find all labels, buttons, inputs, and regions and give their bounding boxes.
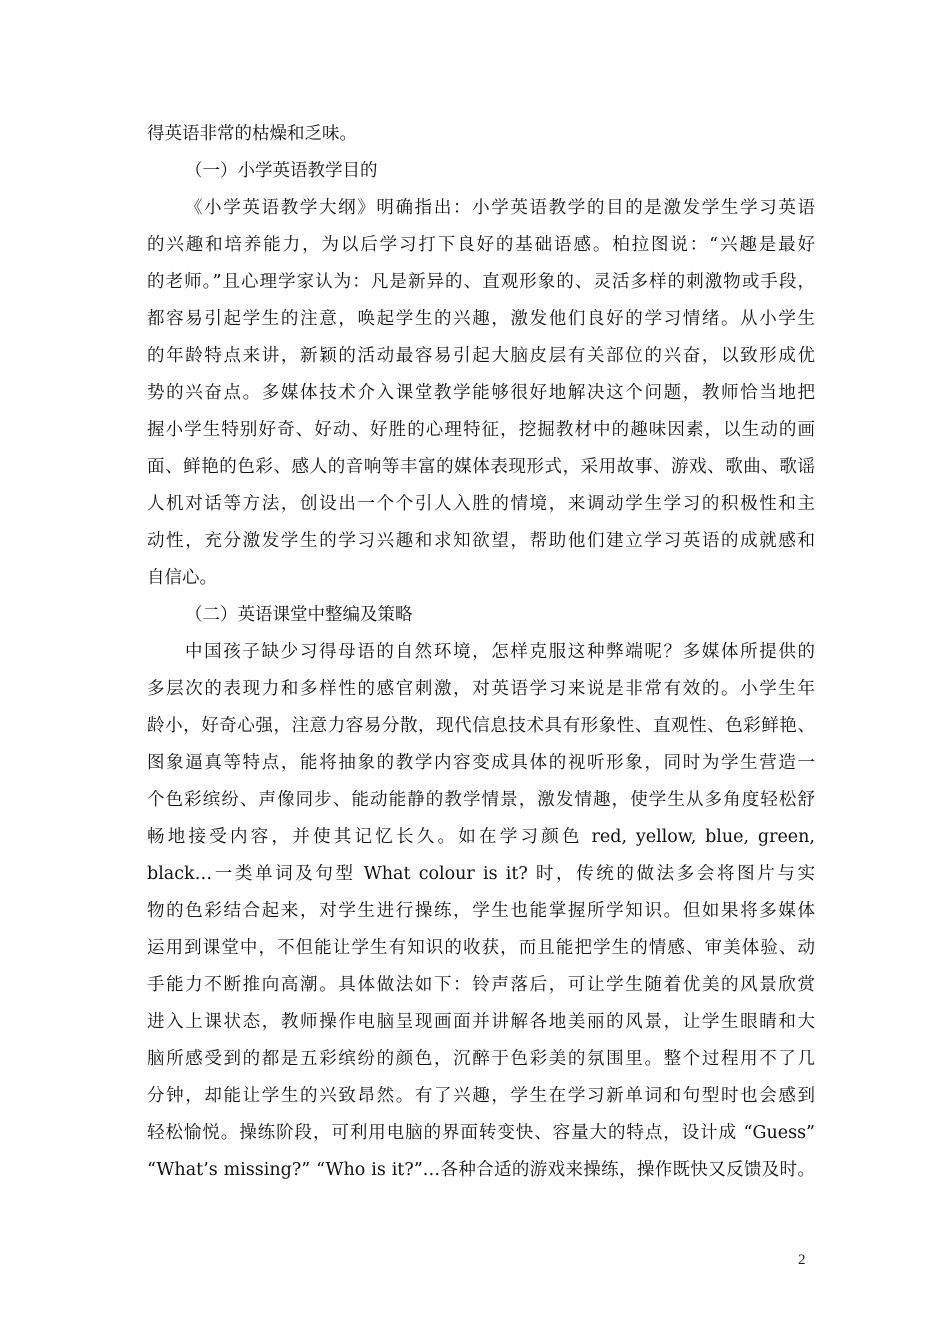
paragraph-line: 进入上课状态，教师操作电脑呈现画面并讲解各地美丽的风景，让学生眼睛和大 [147,1012,815,1032]
paragraph-line: 手能力不断推向高潮。具体做法如下：铃声落后，可让学生随着优美的风景欣赏 [147,975,815,995]
paragraph-line: 的年龄特点来讲，新颖的活动最容易引起大脑皮层有关部位的兴奋，以致形成优 [147,346,815,366]
paragraph-line: 分钟，却能让学生的兴致昂然。有了兴趣，学生在学习新单词和句型时也会感到 [147,1086,815,1106]
paragraph-line: 运用到课堂中，不但能让学生有知识的收获，而且能把学生的情感、审美体验、动 [147,938,815,958]
paragraph-line: 脑所感受到的都是五彩缤纷的颜色，沉醉于色彩美的氛围里。整个过程用不了几 [147,1049,815,1069]
body-text [147,116,815,1189]
paragraph-line: 畅地接受内容，并使其记忆长久。如在学习颜色 red, yellow, blue, green, [147,827,815,847]
paragraph-line: 《小学英语教学大纲》明确指出：小学英语教学的目的是激发学生学习英语 [185,198,815,218]
paragraph-line: 动性，充分激发学生的学习兴趣和求知欲望，帮助他们建立学习英语的成就感和 [147,531,815,551]
paragraph-line: 自信心。 [147,568,217,588]
paragraph-line: 多层次的表现力和多样性的感官刺激，对英语学习来说是非常有效的。小学生年 [147,679,815,699]
paragraph-line: 轻松愉悦。操练阶段，可利用电脑的界面转变快、容量大的特点，设计成 “Guess” [147,1123,815,1143]
paragraph-line: black…一类单词及句型 What colour is it? 时，传统的做法多会将图片与实 [147,864,815,884]
paragraph-line: 图象逼真等特点，能将抽象的教学内容变成具体的视听形象，同时为学生营造一 [147,753,815,773]
section-heading: （二）英语课堂中整编及策略 [185,605,413,625]
paragraph-line: 物的色彩结合起来，对学生进行操练，学生也能掌握所学知识。但如果将多媒体 [147,901,815,921]
paragraph-line: 都容易引起学生的注意，唤起学生的兴趣，激发他们良好的学习情绪。从小学生 [147,309,815,329]
paragraph-line: 中国孩子缺少习得母语的自然环境，怎样克服这种弊端呢？多媒体所提供的 [185,642,815,662]
paragraph-line: 龄小，好奇心强，注意力容易分散，现代信息技术具有形象性、直观性、色彩鲜艳、 [147,716,815,736]
paragraph-line: 握小学生特别好奇、好动、好胜的心理特征，挖掘教材中的趣味因素，以生动的画 [147,420,815,440]
page-number: 2 [798,1252,806,1268]
section-heading: （一）小学英语教学目的 [185,161,378,181]
paragraph-line: “What’s missing?” “Who is it?”…各种合适的游戏来操练，操作既快又反馈及时。 [147,1160,815,1180]
paragraph-line: 得英语非常的枯燥和乏味。 [147,124,357,144]
paragraph-line: 的老师。”且心理学家认为：凡是新异的、直观形象的、灵活多样的刺激物或手段， [147,272,815,292]
paragraph-line: 势的兴奋点。多媒体技术介入课堂教学能够很好地解决这个问题，教师恰当地把 [147,383,815,403]
paragraph-line: 的兴趣和培养能力，为以后学习打下良好的基础语感。柏拉图说：“兴趣是最好 [147,235,815,255]
paragraph-line: 个色彩缤纷、声像同步、能动能静的教学情景，激发情趣，使学生从多角度轻松舒 [147,790,815,810]
paragraph-line: 人机对话等方法，创设出一个个引人入胜的情境，来调动学生学习的积极性和主 [147,494,815,514]
paragraph-line: 面、鲜艳的色彩、感人的音响等丰富的媒体表现形式，采用故事、游戏、歌曲、歌谣 [147,457,815,477]
